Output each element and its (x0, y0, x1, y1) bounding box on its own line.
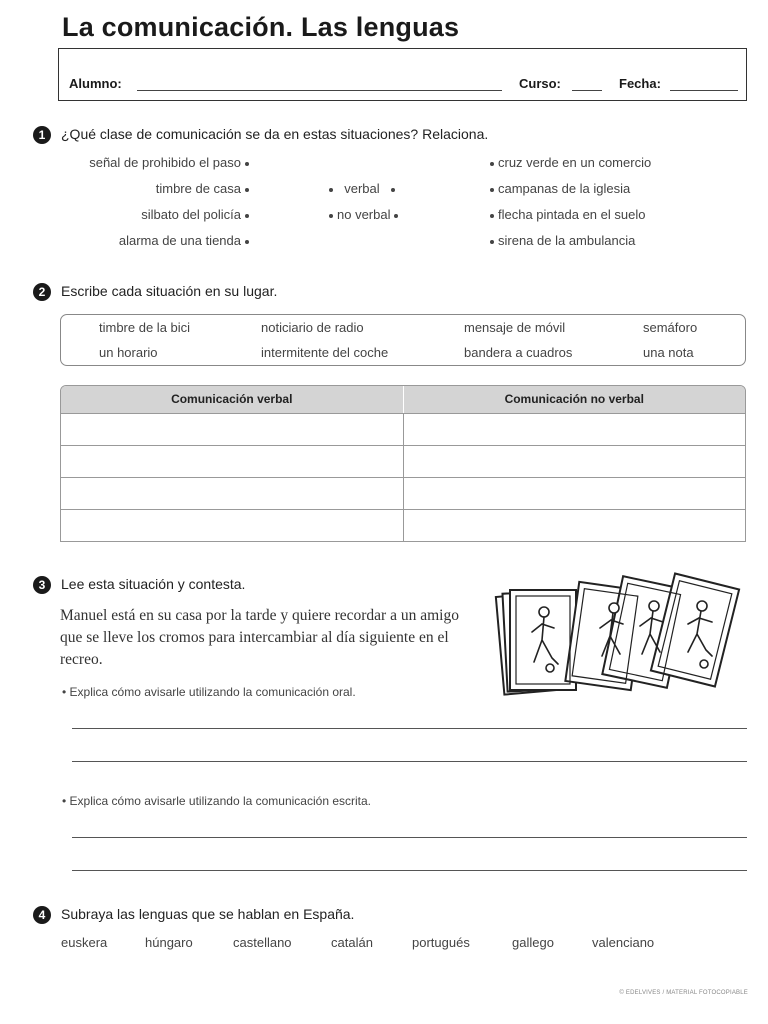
q1-right-item[interactable]: cruz verde en un comercio (486, 155, 651, 170)
question-2-number: 2 (33, 283, 51, 301)
language-option[interactable]: catalán (331, 935, 373, 950)
curso-field[interactable] (572, 90, 602, 91)
column-header-no-verbal: Comunicación no verbal (504, 392, 644, 406)
bullet-dot (490, 240, 494, 244)
q1-right-item[interactable]: flecha pintada en el suelo (486, 207, 645, 222)
trading-cards-illustration (492, 572, 750, 702)
answer-line[interactable] (72, 870, 747, 871)
table-cell[interactable] (61, 478, 404, 509)
word-bank-item: un horario (99, 345, 158, 360)
fecha-field[interactable] (670, 90, 738, 91)
word-bank-item: intermitente del coche (261, 345, 389, 360)
q1-middle-item-verbal[interactable]: verbal (325, 181, 399, 196)
language-option[interactable]: valenciano (592, 935, 655, 950)
task-written: • Explica cómo avisarle utilizando la comunicación escrita. (62, 794, 372, 808)
q1-left-item[interactable]: alarma de una tienda (119, 233, 253, 248)
q1-right-item[interactable]: sirena de la ambulancia (486, 233, 635, 248)
q1-middle-item-no-verbal[interactable]: no verbal (325, 207, 402, 222)
word-bank-item: mensaje de móvil (464, 320, 566, 335)
q1-left-item[interactable]: señal de prohibido el paso (89, 155, 253, 170)
table-cell[interactable] (61, 414, 404, 445)
word-bank-item: una nota (643, 345, 694, 360)
bullet-dot (245, 188, 249, 192)
bullet-dot (329, 214, 333, 218)
word-bank-item: bandera a cuadros (464, 345, 573, 360)
alumno-field[interactable] (137, 90, 502, 91)
bullet-dot (490, 162, 494, 166)
q1-right-item[interactable]: campanas de la iglesia (486, 181, 630, 196)
table-header (61, 386, 745, 413)
page-title: La comunicación. Las lenguas (62, 12, 460, 42)
table-cell[interactable] (404, 446, 746, 477)
language-option[interactable]: gallego (512, 935, 554, 950)
language-option[interactable]: castellano (233, 935, 292, 950)
fecha-label: Fecha: (619, 76, 661, 91)
bullet-dot (245, 240, 249, 244)
question-3-number: 3 (33, 576, 51, 594)
table-cell[interactable] (61, 510, 404, 541)
bullet-dot (391, 188, 395, 192)
table-row (61, 477, 745, 509)
question-1-prompt: ¿Qué clase de comunicación se da en estas situaciones? Relaciona. (61, 126, 489, 142)
student-info-box (58, 48, 747, 101)
task-oral: • Explica cómo avisarle utilizando la comunicación oral. (62, 685, 356, 699)
table-cell[interactable] (404, 478, 746, 509)
bullet-dot (245, 214, 249, 218)
bullet-dot (245, 162, 249, 166)
question-1-number: 1 (33, 126, 51, 144)
story-text: Manuel está en su casa por la tarde y quiere recordar a un amigo que se lleve los cromos para intercambiar al día siguiente en el recreo. (60, 607, 459, 668)
bullet-dot (490, 214, 494, 218)
q1-left-item[interactable]: timbre de casa (156, 181, 253, 196)
word-bank-item: timbre de la bici (99, 320, 191, 335)
classification-table (60, 385, 746, 542)
bullet-dot (490, 188, 494, 192)
copyright-footer: © EDELVIVES / MATERIAL FOTOCOPIABLE (619, 990, 748, 996)
alumno-label: Alumno: (69, 76, 122, 91)
word-bank-item: noticiario de radio (261, 320, 364, 335)
table-row (61, 445, 745, 477)
bullet-dot (329, 188, 333, 192)
question-4-prompt: Subraya las lenguas que se hablan en España. (61, 906, 355, 922)
answer-line[interactable] (72, 837, 747, 838)
curso-label: Curso: (519, 76, 561, 91)
table-cell[interactable] (404, 414, 746, 445)
language-option[interactable]: portugués (412, 935, 470, 950)
table-cell[interactable] (61, 446, 404, 477)
language-option[interactable]: euskera (61, 935, 108, 950)
question-3-prompt: Lee esta situación y contesta. (61, 576, 246, 592)
question-4-number: 4 (33, 906, 51, 924)
column-header-verbal: Comunicación verbal (61, 386, 404, 413)
q1-left-item[interactable]: silbato del policía (141, 207, 253, 222)
table-row (61, 509, 745, 541)
question-2-prompt: Escribe cada situación en su lugar. (61, 283, 278, 299)
answer-line[interactable] (72, 761, 747, 762)
bullet-dot (394, 214, 398, 218)
word-bank-item: semáforo (643, 320, 698, 335)
table-row (61, 413, 745, 445)
table-cell[interactable] (404, 510, 746, 541)
word-bank (60, 314, 746, 366)
answer-line[interactable] (72, 728, 747, 729)
language-option[interactable]: húngaro (145, 935, 193, 950)
